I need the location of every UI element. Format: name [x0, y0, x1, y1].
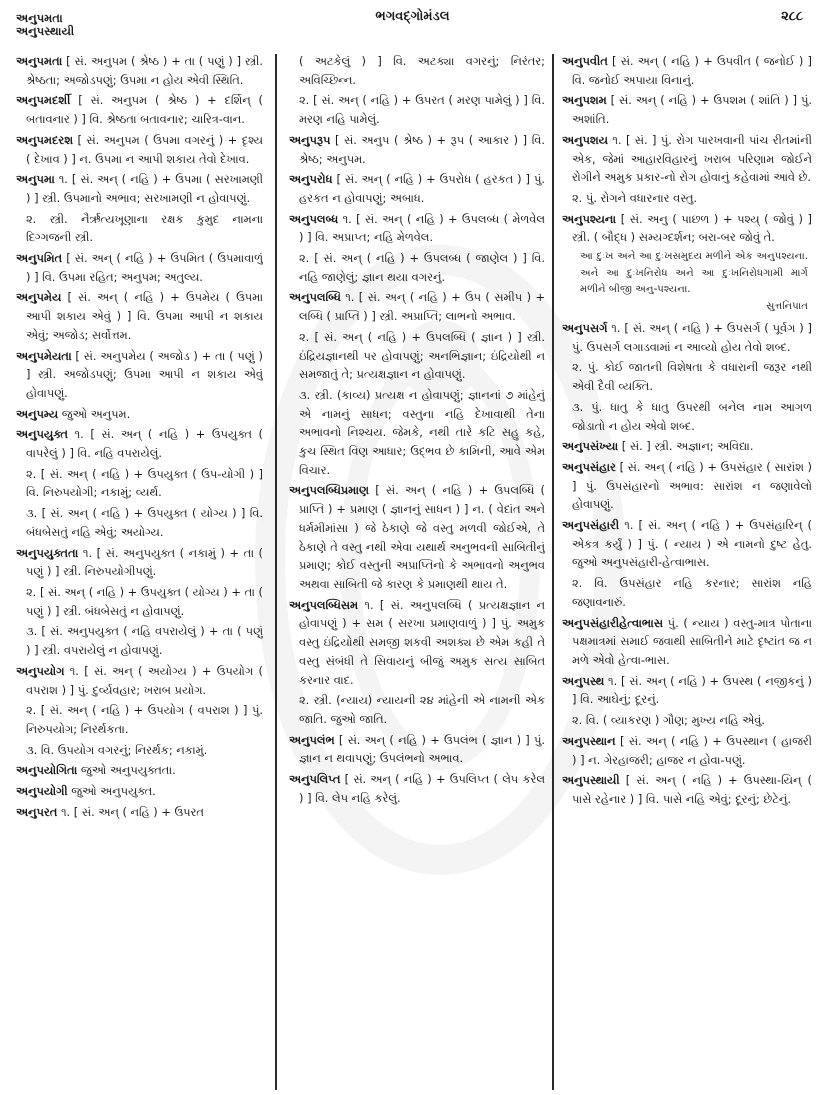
dictionary-entry: [562, 131, 812, 187]
page-number: ૨૮૮: [781, 9, 803, 24]
entry-definition: જુઓ અનુપયુક્તતા.: [77, 763, 176, 778]
entry-definition: ૧. [ સં. અન્ ( નહિ ) + ઉપયુક્ત ( વાપરેલું ) ] વિ. નહિ વપરાયેલું.: [26, 427, 263, 461]
entry-definition: [ સં. અનુપ ( શ્રેષ્ઠ ) + રૂપ ( આકાર ) ] વિ. શ્રેષ્ઠ; અનુપમ.: [299, 132, 545, 166]
entry-definition: [ સં. અનુપમ ( શ્રેષ્ઠ ) + દર્શિન્ ( બતાવનાર ) ] વિ. શ્રેષ્ઠતા બતાવનાર; ચારિત્ર-વાન.: [26, 93, 263, 127]
entry-sense: ૨. પું. કોઈ જાતની વિશેષતા કે વધારાની જરૂર નથી એવી દૈવી વ્યક્તિ.: [572, 360, 812, 394]
entry-sense: ૩. પું. ધાતુ કે ધાતુ ઉપરથી બનેલ નામ આગળ જોડાતો ન હોય એવો શબ્દ.: [572, 399, 812, 433]
entry-definition: [ સં. અનુપમેય ( અજોડ ) + તા ( પણું ) ] સ્ત્રી. અજોડપણું; ઉપમા આપી ન શકાય એવું હોવાપણું.: [26, 348, 263, 400]
entry-headword: અનુપસંહારીહેત્વાભાસ: [562, 615, 664, 630]
page-header: [0, 0, 825, 40]
entry-headword: અનુપસંખ્યા: [562, 439, 619, 454]
entry-headword: અનુપરત: [16, 804, 58, 819]
entry-quotation: [562, 249, 812, 315]
entry-headword: અનુપમેયતા: [16, 348, 72, 363]
entry-sense: ૨. સ્ત્રી. નૈર્ઋત્યખૂણાના રક્ષક કુમુદ નામના દિગ્ગજની સ્ત્રી.: [26, 211, 263, 245]
guide-word-last: અનુપસ્થાયી: [16, 24, 75, 38]
entry-definition: ૧. [ સં. અન્ ( નહિ ) + ઉપમા ( સરખામણી ) ] સ્ત્રી. ઉપમાનો અભાવ; સરખામણી ન હોવાપણું.: [26, 172, 263, 205]
entry-headword: અનુપલબ્ધ: [289, 211, 339, 226]
entry-headword: અનુપમદર્શી: [16, 93, 71, 108]
dictionary-entry: [16, 288, 263, 344]
entry-headword: અનુપરૂપ: [289, 132, 331, 147]
entry-headword: અનુપલંભ: [289, 732, 335, 747]
dictionary-entry: [16, 425, 263, 462]
entry-headword: અનુપયોગિતા: [16, 763, 78, 778]
entry-headword: અનુપસંહાર: [562, 459, 616, 474]
entry-definition: [ સં. અન્ ( નહિ ) + ઉપશમ ( શાંતિ ) ] પું. અશાંતિ.: [572, 93, 812, 127]
entry-headword: અનુપમિત: [16, 251, 63, 266]
entry-headword: અનુપયુક્તતા: [16, 545, 79, 560]
dictionary-entry: [16, 761, 263, 780]
entry-definition: [ સં. અન્ ( નહિ ) + ઉપવીત ( જનોઈ ) ] વિ. જનોઈ અપાયા વિનાનું.: [572, 54, 812, 87]
entry-headword: અનુપમ્ય: [16, 406, 59, 421]
entry-headword: અનુપસર્ગ: [562, 321, 608, 336]
dictionary-entry: [16, 544, 263, 581]
entry-definition: [ સં. અન્ ( નહિ ) + ઉપસંહાર ( સારાંશ ) ] પું. ઉપસંહારનો અભાવ: સારાંશ ન જણાવેલો હોવાપણું.: [572, 459, 812, 512]
entry-headword: અનુપસંહારી: [562, 518, 620, 533]
entry-headword: અનુપમતા: [16, 54, 63, 68]
entry-sense: ૨. [ સં. અન્ ( નહિ ) + ઉપયુક્ત ( ઉપ-યોગી ) ] વિ. નિરુપયોગી; નકામું; વ્યર્થ.: [26, 466, 263, 500]
dictionary-entry: [562, 614, 812, 670]
running-title: ભગવદ્ગોમંડલ: [375, 9, 450, 24]
dictionary-entry: [562, 771, 812, 808]
entry-sense: ૨. [ સં. અન્ ( નહિ ) + ઉપરત ( મરણ પામેલું ) ] વિ. મરણ નહિ પામેલું.: [299, 93, 545, 127]
dictionary-entry: [289, 596, 545, 690]
entry-sense: ૨. વિ. ( વ્યાકરણ ) ગૌણ; મુખ્ય નહિ એવું.: [572, 713, 766, 728]
entry-definition: [ સં. અન્ ( નહિ ) + ઉપલિપ્ત ( લેપ કરેલ ) ] વિ. લેપ નહિ કરેલું.: [299, 772, 545, 805]
entry-headword: અનુપશય: [562, 132, 609, 147]
entry-definition: જુઓ અનુપયુક્ત.: [67, 784, 156, 799]
entry-headword: અનુપસ્થ: [562, 673, 605, 688]
dictionary-entry: [289, 210, 545, 247]
entry-definition: [ સં. અન્ ( નહિ ) + ઉપસ્થા-યિન્ ( પાસે રહેનાર ) ] વિ. પાસે નહિ એવું; દૂરનું; છેટેનું.: [572, 773, 812, 806]
entry-definition: ૧. [ સં. ] પું. રોગ પારખવાની પાંચ રીતમાંની એક, જેમાં આહારવિહારનું ખરાબ પરિણામ જોઈને રોગીને અમુક પ્રકાર-નો રોગ હોવાનું કહેવામાં આવે છે.: [572, 132, 812, 185]
entry-definition: ૧. [ સં. અન્ ( નહિ ) + ઉપસ્થ ( નજીકનું ) ] વિ. આઘેનું; દૂરનું.: [572, 673, 812, 707]
dictionary-entry: [289, 131, 545, 168]
entry-definition: [ સં. અન્ ( નહિ ) + ઉપરોધ ( હરકત ) ] પું. હરકત ન હોવાપણું; અબાધ.: [299, 172, 545, 205]
entry-definition: [ સં. અન્ ( નહિ ) + ઉપલંભ ( જ્ઞાન ) ] પું. જ્ઞાન ન થવાપણું; ઉપલંભનો અભાવ.: [299, 732, 545, 766]
quotation-source: સુત્તનિપાત: [766, 300, 808, 312]
entry-definition: [ સં. અનુપમ ( ઉપમા વગરનું ) + દૃશ્ય ( દેખાવ ) ] ન. ઉપમા ન આપી શકાય તેવો દેખાવ.: [26, 132, 263, 166]
dictionary-entry: [562, 52, 812, 89]
entry-sense: ૩. સ્ત્રી. (કાવ્ય) પ્રત્યક્ષ ન હોવાપણું; જ્ઞાનનાં ૭ માંહેનું એ નામનું સાધન; વસ્તુના નહિ દેખાવાથી તેના અભાવનો નિશ્ચય. જેમકે, નથી તારે કટિ સહુ કહે, કુચ સ્થિત વિણ આધાર; ઉદ્ભવ છે કામિની, આવે એમ વિચાર.: [299, 387, 545, 477]
entry-sense: ૩. વિ. ઉપયોગ વગરનું; નિરર્થક; નકામું.: [26, 742, 208, 757]
dictionary-entry: [562, 732, 812, 769]
dictionary-entry: [16, 803, 263, 822]
entry-headword: અનુપયોગ: [16, 663, 65, 678]
dictionary-entry: [16, 405, 263, 424]
entry-sense: ૨. [ સં. અન્ ( નહિ ) + ઉપયોગ ( વપરાશ ) ] પું. નિરુપયોગ; નિરર્થકતા.: [26, 703, 263, 736]
entry-definition: ૧. [ સં. અન્ ( નહિ ) + ઉપરત: [57, 804, 204, 819]
column-3: [562, 52, 812, 1092]
entry-sense: ૩. [ સં. અન્ ( નહિ ) + ઉપયુક્ત ( યોગ્ય ) ] વિ. બંધબેસતું નહિ એવું; અયોગ્ય.: [26, 506, 263, 539]
dictionary-entry: [562, 437, 812, 456]
entry-definition: ૧. [ સં. અન્ ( અયોગ્ય ) + ઉપયોગ ( વપરાશ ) ] પું. દુર્વ્યવહાર; ખરાબ પ્રયોગ.: [26, 663, 263, 697]
dictionary-entry: [562, 210, 812, 247]
dictionary-entry: [16, 91, 263, 128]
dictionary-entry: [16, 249, 263, 286]
entry-headword: અનુપલબ્ધિપ્રમાણ: [289, 483, 369, 498]
entry-headword: અનુપમા: [16, 172, 55, 187]
entry-sense: ૩. [ સં. અનુપયુક્ત ( નહિ વપરાયેલું ) + તા ( પણું ) ] સ્ત્રી. વપરાયેલું ન હોવાપણું.: [26, 624, 263, 658]
entry-definition: ૧. [ સં. અન્ ( નહિ ) + ઉપ ( સમીપ ) + લબ્ધિ ( પ્રાપ્તિ ) ] સ્ત્રી. અપ્રાપ્તિ; લાભનો અભાવ.: [299, 290, 545, 324]
entry-definition: [ સં. અન્ ( નહિ ) + ઉપમેય ( ઉપમા આપી શકાય એવું ) ] વિ. ઉપમા આપી ન શકાય એવું; અજોડ; સર્વોત્તમ.: [26, 290, 263, 342]
dictionary-entry: [289, 170, 545, 207]
entry-sense: ૨. સ્ત્રી. (ન્યાય) ન્યાયની ૨૪ માંહેની એ નામની એક જાતિ. જુઓ જાતિ.: [299, 693, 545, 726]
dictionary-entry: [16, 131, 263, 168]
entry-definition: [ સં. અન્ ( નહિ ) + ઉપમિત ( ઉપમાવાળું ) ] વિ. ઉપમા રહિત; અનુપમ; અતુલ્ય.: [26, 251, 263, 284]
entry-sense: ( અટકેલું ) ] વિ. અટક્યા વગરનું; નિરંતર; અવિચ્છિન્ન.: [299, 54, 545, 87]
dictionary-entry: [562, 672, 812, 709]
guide-word-first: અનુપમતા: [16, 11, 63, 25]
entry-headword: અનુપસ્થાન: [562, 733, 616, 748]
entry-definition: [ સં. અન્ ( નહિ ) + ઉપસ્થાન ( હાજરી ) ] ન. ગેરહાજરી; હાજર ન હોવા-પણું.: [572, 733, 812, 767]
entry-definition: [ સં. અન્ ( નહિ ) + ઉપલબ્ધિ ( પ્રાપ્તિ ) + પ્રમાણ ( જ્ઞાનનું સાધન ) ] ન. ( વેદાંત અને ધર્મમીમાંસા ) જે ઠેકાણે જે વસ્તુ મળવી જોઈએ, તે ઠેકાણે તે વસ્તુ નથી એવા યથાર્થ અનુભવની સાબિતીનું પ્રમાણ; કોઈ વસ્તુની અપ્રાપ્તિનો કે અભાવનો અનુભવ અથવા સાબિતી જે કારણ કે પ્રમાણથી થાય તે.: [299, 483, 545, 591]
dictionary-entry: [289, 288, 545, 325]
column-divider: [275, 54, 277, 1090]
entry-sense: ૨. પું. રોગને વધારનાર વસ્તુ.: [572, 190, 698, 205]
dictionary-entry: [562, 91, 812, 128]
entry-definition: ૧. [ સં. અનુપયુક્ત ( નકામું ) + તા ( પણું ) ] સ્ત્રી. નિરુપયોગીપણું.: [26, 545, 263, 579]
entry-sense: ૨. [ સં. અન્ ( નહિ ) + ઉપલબ્ધ ( જાણેલ ) ] વિ. નહિ જાણેલું; જ્ઞાન થયા વગરનું.: [299, 251, 545, 284]
entry-definition: પું. ( ન્યાય ) વસ્તુ-માત્ર પોતાના પક્ષમાત્રમાં સમાઈ જવાથી સાબિતીને માટે દૃષ્ટાંત જ ન મળે એવો હેત્વા-ભાસ.: [572, 615, 812, 667]
entry-definition: [ સં. અનુ ( પાછળ ) + પશ્ય્ ( જોવું ) ] સ્ત્રી. ( બૌદ્ધ ) સમ્યગ્દર્શન; બરા-બર જોવું તે.: [572, 211, 812, 245]
entry-headword: અનુપમદરશ: [16, 132, 73, 147]
entry-definition: ૧. [ સં. અન્ ( નહિ ) + ઉપલબ્ધ ( મેળવેલ ) ] વિ. અપ્રાપ્ત; નહિ મેળવેલ.: [299, 211, 545, 245]
entry-headword: અનુપસ્થાયી: [562, 773, 620, 788]
entry-definition: ૧. [ સં. અન્ ( નહિ ) + ઉપસર્ગ ( પૂર્વગ ) ] પું. ઉપસર્ગ લગાડવામાં ન આવ્યો હોય તેવો શબ્દ.: [572, 321, 812, 354]
dictionary-entry: [289, 731, 545, 768]
entry-headword: અનુપરોધ: [289, 172, 333, 187]
dictionary-entry: [16, 52, 263, 89]
column-2: [289, 52, 545, 1092]
column-1: [16, 52, 263, 1092]
entry-headword: અનુપવીત: [562, 54, 608, 68]
entry-headword: અનુપલબ્ધિસમ: [289, 597, 359, 612]
entry-definition: જુઓ અનુપમ.: [58, 406, 131, 421]
column-divider: [552, 54, 554, 1090]
dictionary-entry: [289, 770, 545, 807]
dictionary-entry: [16, 170, 263, 207]
dictionary-entry: [562, 516, 812, 572]
entry-headword: અનુપશમ: [562, 93, 607, 108]
entry-sense: ૨. [ સં. અન્ ( નહિ ) + ઉપયુક્ત ( યોગ્ય ) + તા ( પણું ) ] સ્ત્રી. બંધબેસતું ન હોવાપણું.: [26, 584, 263, 618]
entry-sense: ૨. [ સં. અન્ ( નહિ ) + ઉપલબ્ધિ ( જ્ઞાન ) ] સ્ત્રી. ઇંદ્રિયજ્ઞાનથી પર હોવાપણું; અનભિજ્ઞાન; ઇંદ્રિયોથી ન સમજાતું તે; પ્રત્યક્ષજ્ઞાન ન હોવાપણું.: [299, 329, 545, 382]
dictionary-entry: [16, 662, 263, 699]
dictionary-entry: [289, 481, 545, 593]
dictionary-entry: [562, 458, 812, 514]
entry-sense: ૨. વિ. ઉપસંહાર નહિ કરનાર; સારાંશ નહિ જણાવનારું.: [572, 576, 812, 609]
entry-headword: અનુપલબ્ધિ: [289, 290, 341, 305]
entry-headword: અનુપયોગી: [16, 784, 68, 799]
entry-headword: અનુપયુક્ત: [16, 427, 68, 442]
entry-headword: અનુપમેય: [16, 290, 62, 305]
entry-headword: અનુપલિપ્ત: [289, 772, 341, 787]
entry-definition: [ સં. ] સ્ત્રી. અજ્ઞાન; અવિદ્યા.: [618, 439, 754, 454]
quotation-text: આ દુઃખ અને આ દુઃખસમુદય મળીને એક અનુપશ્યના. અને આ દુઃખનિરોધ અને આ દુઃખનિરોધગામી માર્ગ મળીને બીજી અનુ-પશ્યના.: [580, 251, 808, 296]
dictionary-entry: [16, 347, 263, 403]
entry-headword: અનુપશ્યના: [562, 211, 617, 226]
entry-definition: ૧. [ સં. અન્ ( નહિ ) + ઉપસંહારિન્ ( એકત્ર કર્યું ) ] પું. ( ન્યાય ) એ નામનો દુષ્ટ હેતુ. જુઓ અનુપસંહારી-હેત્વાભાસ.: [572, 518, 812, 570]
dictionary-entry: [562, 319, 812, 356]
dictionary-entry: [16, 782, 263, 801]
entry-definition: [ સં. અનુપમ ( શ્રેષ્ઠ ) + તા ( પણું ) ] સ્ત્રી. શ્રેષ્ઠતા; અજોડપણું; ઉપમા ન હોય એવી સ્થિતિ.: [26, 54, 263, 87]
entry-definition: ૧. [ સં. અનુપલબ્ધિ ( પ્રત્યક્ષજ્ઞાન ન હોવાપણું ) + સમ ( સરખા પ્રમાણવાળું ) ] પું. અમુક વસ્તુ ઇંદ્રિયોથી સમજી શકવી અશક્ય છે એમ કહી તે વસ્તુ સંબંધી તે સિવાયનું બીજું અમુક સત્ય સાબિત કરનાર વાદ.: [299, 597, 545, 687]
